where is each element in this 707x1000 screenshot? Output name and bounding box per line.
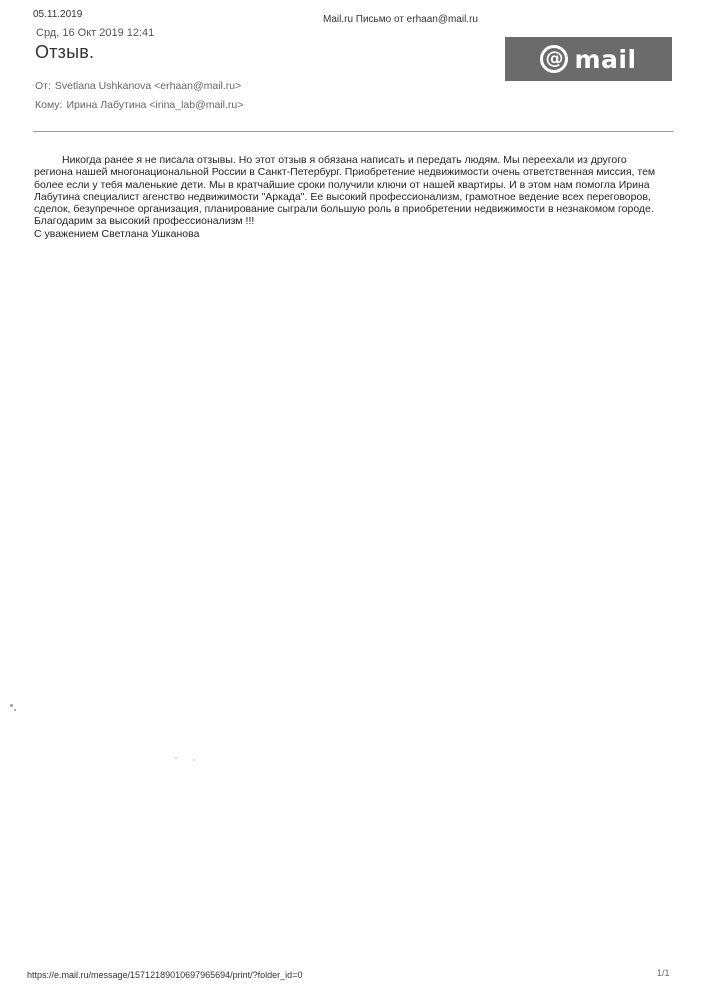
message-date: Срд, 16 Окт 2019 12:41: [36, 27, 155, 39]
body-line: Никогда ранее я не писала отзывы. Но этот отзыв я обязана написать и передать людям. Мы переехали из другого: [62, 154, 627, 166]
from-line: [35, 80, 241, 92]
body-line: сделок, безупречное организация, планирование сыграли большую роль в приобретении недвижимости в незнакомом городе.: [34, 203, 654, 216]
body-line: Лабутина специалист агенство недвижимости "Аркада". Ее высокий профессионализм, грамотное ведение всех переговоров,: [34, 190, 651, 203]
body-line: Благодарим за высокий профессионализм !!!: [34, 215, 255, 228]
signature: С уважением Светлана Ушканова: [34, 227, 200, 240]
to-label: Кому:: [35, 99, 63, 111]
body-line: региона нашей многонациональной России в Санкт-Петербург. Приобретение недвижимости очень ответственная миссия, тем: [34, 166, 656, 179]
message-subject: Отзыв.: [35, 42, 95, 62]
to-line: [35, 99, 243, 111]
logo-text: mail: [574, 44, 637, 74]
page-number: 1/1: [657, 968, 670, 978]
message-body: [34, 154, 682, 240]
at-sign-icon: @: [540, 45, 568, 73]
scan-speck: [193, 759, 195, 761]
mail-logo: [505, 37, 672, 81]
header-divider: [33, 131, 673, 132]
to-value: Ирина Лабутина <irina_lab@mail.ru>: [66, 99, 244, 111]
scan-speck: [10, 704, 13, 707]
scan-speck: [175, 757, 177, 759]
print-date: 05.11.2019: [33, 9, 83, 20]
print-title: Mail.ru Письмо от erhaan@mail.ru: [323, 14, 478, 25]
from-label: От:: [35, 80, 51, 92]
scan-speck: [14, 709, 16, 711]
from-value: Svetlana Ushkanova <erhaan@mail.ru>: [54, 80, 242, 92]
body-line: более если у тебя маленькие дети. Мы в кратчайшие сроки получили ключи от нашей квартиры. И в этом нам помогла Ирина: [34, 178, 650, 191]
footer-url: https://e.mail.ru/message/15712189010697965694/print/?folder_id=0: [27, 970, 303, 980]
